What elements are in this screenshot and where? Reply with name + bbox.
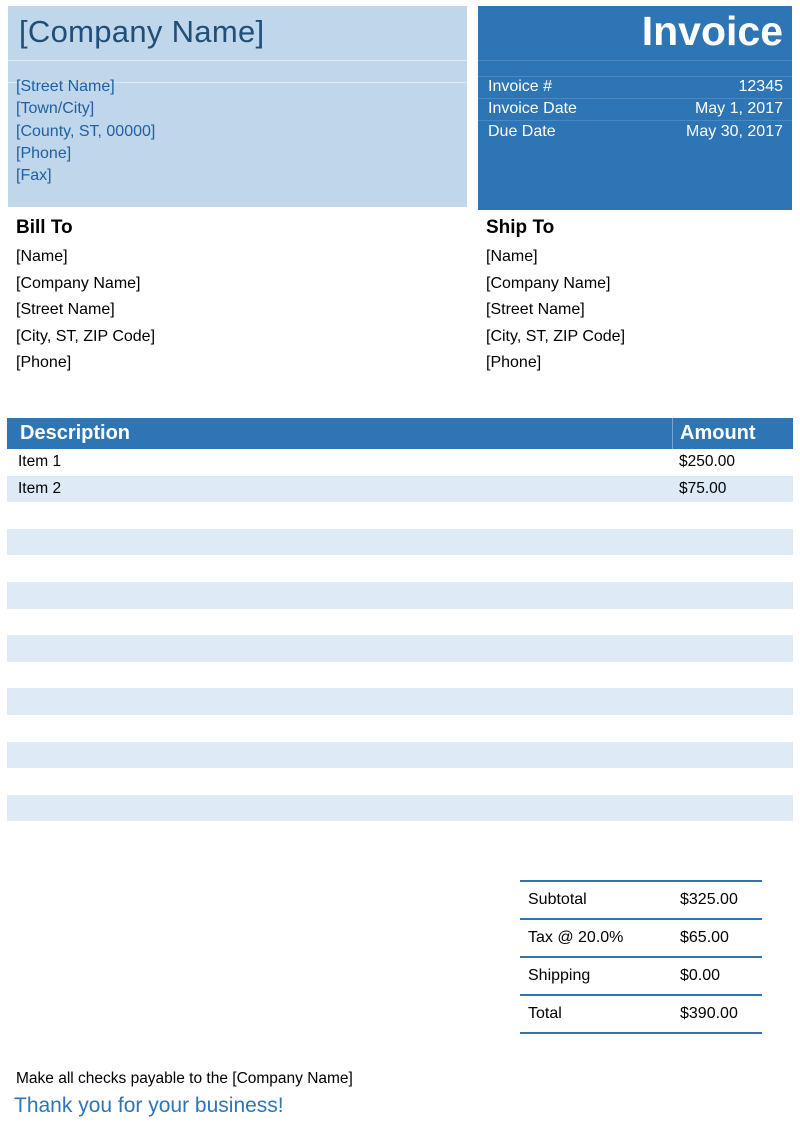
total-label: Total xyxy=(528,1005,562,1022)
item-amount: $250.00 xyxy=(679,453,736,470)
invoice-number-label: Invoice # xyxy=(488,78,553,95)
item-amount xyxy=(673,502,793,529)
item-description xyxy=(7,609,673,636)
table-row xyxy=(7,476,793,503)
ship-to-street: [Street Name] xyxy=(486,301,585,319)
due-date-label: Due Date xyxy=(488,122,556,140)
ship-to-phone: [Phone] xyxy=(486,354,542,372)
bill-to-city: [City, ST, ZIP Code] xyxy=(16,327,156,345)
item-description xyxy=(7,768,673,795)
due-date-row xyxy=(488,121,783,143)
item-amount: $75.00 xyxy=(679,479,727,497)
item-description xyxy=(7,795,673,822)
company-fax: [Fax] xyxy=(16,167,52,185)
items-table-header xyxy=(7,418,793,449)
shipping-label: Shipping xyxy=(528,967,591,984)
item-description xyxy=(7,715,673,742)
bill-to-name: [Name] xyxy=(16,248,68,265)
total-value: $390.00 xyxy=(680,1005,738,1022)
table-row-empty xyxy=(7,768,793,795)
company-address xyxy=(16,76,155,187)
thank-you-message: Thank you for your business! xyxy=(14,1094,284,1117)
tax-value: $65.00 xyxy=(680,929,729,946)
item-amount xyxy=(673,688,793,715)
company-county: [County, ST, 00000] xyxy=(16,122,156,140)
item-description xyxy=(7,555,673,582)
item-description xyxy=(7,742,673,769)
company-street: [Street Name] xyxy=(16,78,115,95)
invoice-date-row xyxy=(488,98,783,120)
bill-to-company: [Company Name] xyxy=(16,274,141,292)
invoice-meta xyxy=(488,76,783,143)
ship-to-company: [Company Name] xyxy=(486,274,611,292)
bill-to-street: [Street Name] xyxy=(16,301,115,319)
items-table-rows xyxy=(7,449,793,821)
table-row-empty xyxy=(7,742,793,769)
item-amount xyxy=(673,715,793,742)
invoice-number-value: 12345 xyxy=(738,78,783,95)
item-amount xyxy=(673,635,793,662)
table-row-empty xyxy=(7,529,793,556)
invoice-title: Invoice xyxy=(641,8,783,54)
ship-to-address xyxy=(486,244,625,377)
subtotal-label: Subtotal xyxy=(528,891,587,908)
ship-to-heading: Ship To xyxy=(486,217,555,238)
item-amount xyxy=(673,582,793,609)
subtotal-row xyxy=(520,880,762,918)
item-amount xyxy=(673,609,793,636)
totals-table xyxy=(520,880,762,1034)
item-description xyxy=(7,582,673,609)
item-amount xyxy=(673,795,793,822)
table-row xyxy=(7,449,793,476)
ship-to-name: [Name] xyxy=(486,248,538,265)
item-description xyxy=(7,688,673,715)
items-table xyxy=(7,418,793,821)
ship-to-city: [City, ST, ZIP Code] xyxy=(486,327,626,345)
item-description: Item 1 xyxy=(18,453,62,470)
table-row-empty xyxy=(7,555,793,582)
company-phone: [Phone] xyxy=(16,144,72,162)
invoice-header-block xyxy=(478,6,792,210)
shipping-row xyxy=(520,956,762,994)
table-row-empty xyxy=(7,662,793,689)
bill-to-phone: [Phone] xyxy=(16,354,72,372)
item-amount xyxy=(673,742,793,769)
bill-to-address xyxy=(16,244,155,377)
item-description xyxy=(7,635,673,662)
company-name-placeholder: [Company Name] xyxy=(19,14,265,49)
invoice-date-value: May 1, 2017 xyxy=(694,100,783,118)
table-row-empty xyxy=(7,502,793,529)
table-row-empty xyxy=(7,609,793,636)
divider xyxy=(478,60,792,61)
item-description: Item 2 xyxy=(18,479,62,497)
table-row-empty xyxy=(7,715,793,742)
checks-payable-note: Make all checks payable to the [Company Name] xyxy=(16,1070,353,1087)
item-amount xyxy=(673,529,793,556)
table-row-empty xyxy=(7,688,793,715)
tax-row xyxy=(520,918,762,956)
table-row-empty xyxy=(7,635,793,662)
bill-to-heading: Bill To xyxy=(16,217,73,238)
invoice-number-row xyxy=(488,76,783,98)
shipping-value: $0.00 xyxy=(680,967,721,984)
total-row xyxy=(520,994,762,1034)
item-description xyxy=(7,502,673,529)
description-column-header: Description xyxy=(20,422,131,444)
item-amount xyxy=(673,768,793,795)
invoice-date-label: Invoice Date xyxy=(488,100,577,118)
item-description xyxy=(7,529,673,556)
amount-column-header: Amount xyxy=(672,418,793,449)
subtotal-value: $325.00 xyxy=(680,891,738,908)
item-description xyxy=(7,662,673,689)
divider xyxy=(8,60,467,61)
due-date-value: May 30, 2017 xyxy=(686,122,783,140)
company-town: [Town/City] xyxy=(16,100,95,118)
company-header-block xyxy=(8,6,467,207)
table-row-empty xyxy=(7,582,793,609)
table-row-empty xyxy=(7,795,793,822)
item-amount xyxy=(673,662,793,689)
tax-label: Tax @ 20.0% xyxy=(528,929,624,946)
item-amount xyxy=(673,555,793,582)
